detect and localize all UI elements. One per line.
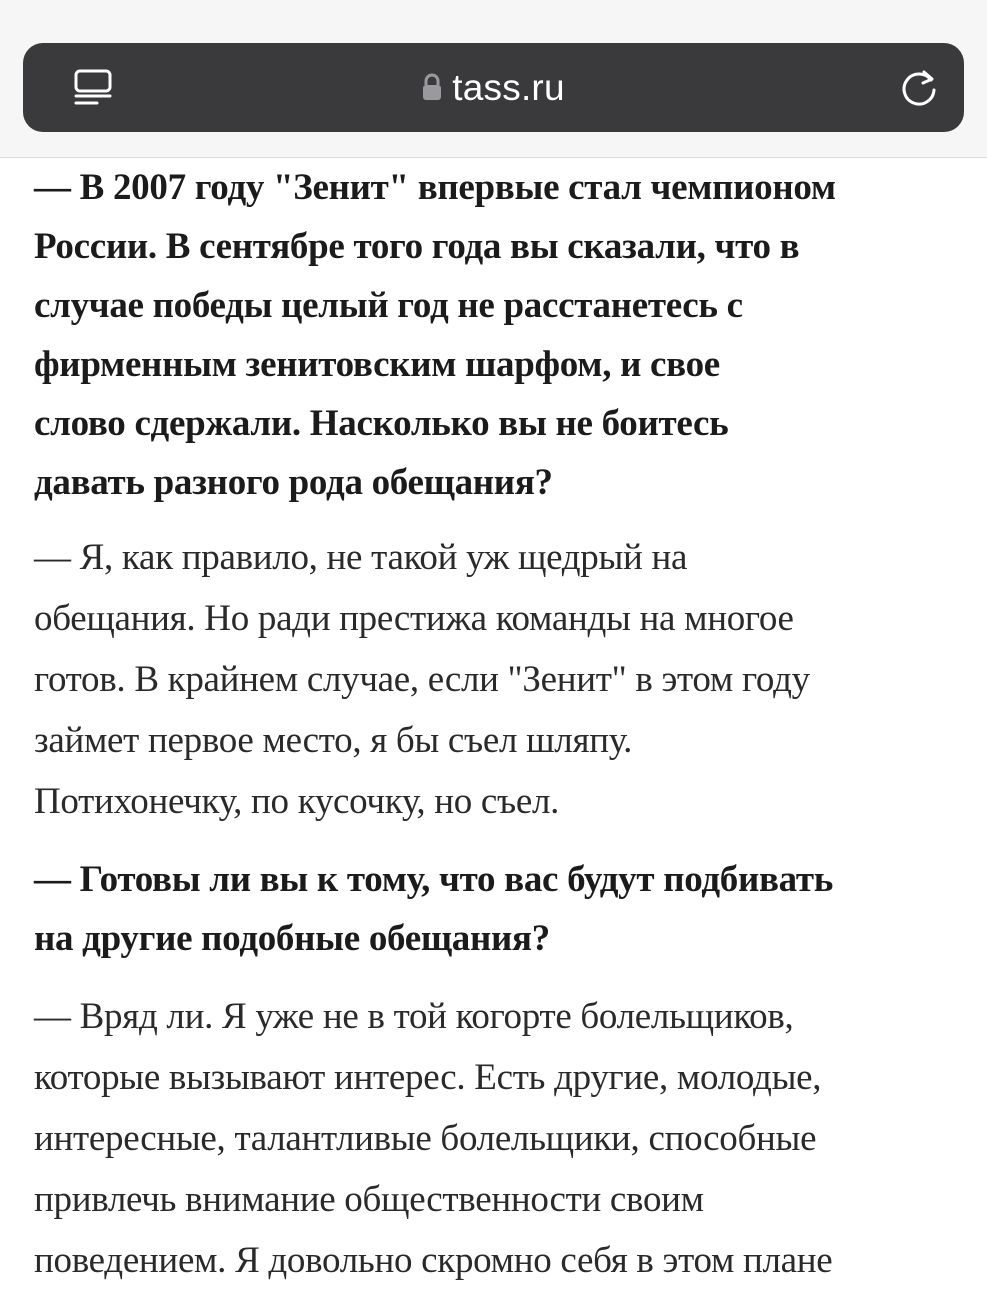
text-line: обещания. Но ради престижа команды на многое: [34, 598, 794, 639]
address-bar[interactable]: [23, 43, 964, 132]
question-paragraph: [34, 850, 964, 968]
question-paragraph: [34, 158, 964, 512]
text-line: слово сдержали. Насколько вы не боитесь: [34, 403, 729, 444]
text-line: привлечь внимание общественности своим: [34, 1179, 704, 1220]
text-line: Потихонечку, по кусочку, но съел.: [34, 781, 560, 822]
text-line: поведением. Я довольно скромно себя в этом плане: [34, 1240, 833, 1281]
text-line: — В 2007 году "Зенит" впервые стал чемпионом: [34, 167, 836, 208]
text-line: случае победы целый год не расстанетесь с: [34, 285, 743, 326]
answer-paragraph: [34, 986, 964, 1291]
article-body: [34, 158, 964, 1291]
answer-paragraph: [34, 527, 964, 832]
text-line: — Я, как правило, не такой уж щедрый на: [34, 537, 688, 578]
text-line: России. В сентябре того года вы сказали, что в: [34, 226, 800, 267]
text-line: готов. В крайнем случае, если "Зенит" в этом году: [34, 659, 810, 700]
text-line: давать разного рода обещания?: [34, 462, 553, 503]
text-line: фирменным зенитовским шарфом, и свое: [34, 344, 720, 385]
reload-icon[interactable]: [898, 67, 940, 109]
browser-top-bar: [0, 0, 987, 158]
text-line: интересные, талантливые болельщики, способные: [34, 1118, 817, 1159]
lock-icon: [422, 73, 442, 101]
text-line: займет первое место, я бы съел шляпу.: [34, 720, 633, 761]
text-line: которые вызывают интерес. Есть другие, молодые,: [34, 1057, 822, 1098]
text-line: — Готовы ли вы к тому, что вас будут подбивать: [34, 859, 834, 900]
url-text[interactable]: tass.ru: [452, 66, 565, 108]
text-line: — Вряд ли. Я уже не в той когорте болельщиков,: [34, 996, 794, 1037]
text-line: на другие подобные обещания?: [34, 918, 550, 959]
